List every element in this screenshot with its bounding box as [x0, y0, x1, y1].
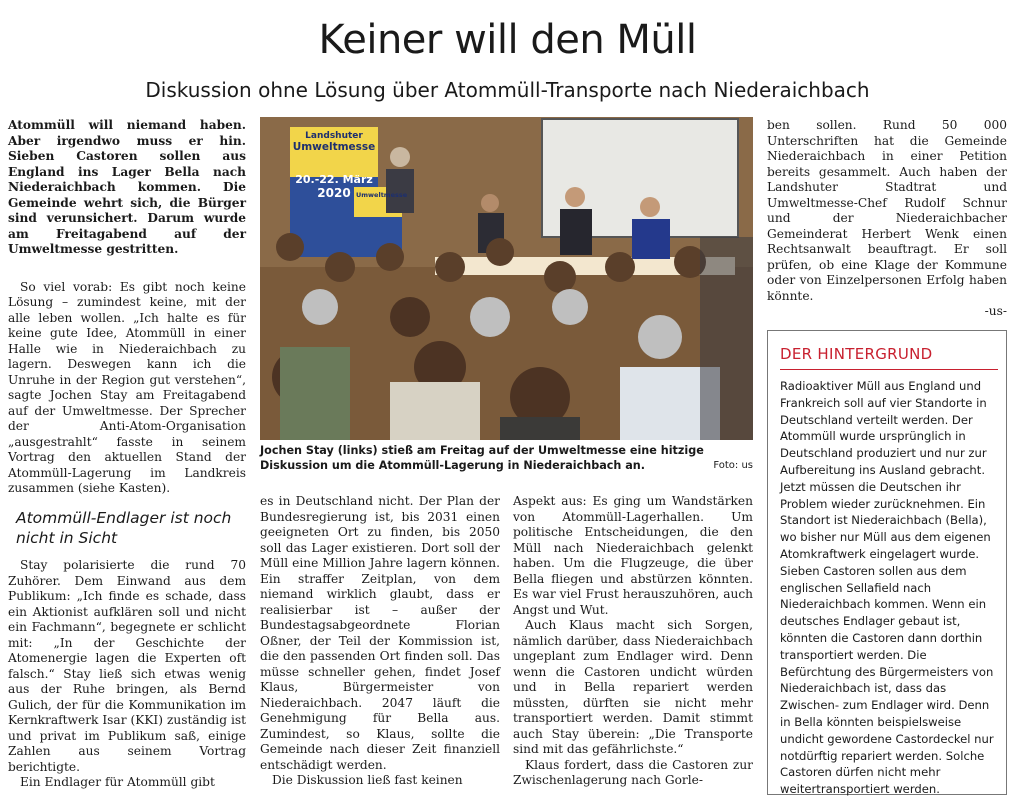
- messe-banner: [290, 131, 378, 200]
- subheadline: Diskussion ohne Lösung über Atommüll-Transporte nach Niederaichbach: [145, 78, 870, 102]
- article-column-1: [8, 118, 246, 497]
- article-column-2: [260, 494, 500, 789]
- event-photo: [260, 117, 753, 440]
- box-text: Radioaktiver Müll aus England und Frankreich soll auf vier Standorte in Deutschland verteilt werden. Der Atommüll wurde ursprünglich in Deutschland produziert und nur zur Aufbereitung ins Ausland gebracht. Jetzt müssen die Deutschen ihr Problem wieder zurücknehmen. Ein Standort ist Niederaichbach (Bella), wo bisher nur Müll aus dem eigenen Atomkraftwerk eingelagert wurde. Sieben Castoren sollen aus dem englischen Sellafield nach Niederaichbach kommen. Wenn ein deutsches Endlager gebaut ist, könnten die Castoren dann dorthin transportiert werden. Die Befürchtung des Bürgermeisters von Niederaichbach ist, dass das Zwischen- zum Endlager wird. Denn in Bella könnten beispielsweise undicht gewordene Castordeckel nur notdürftig repariert werden. Solche Castoren dürfen nicht mehr weitertransportiert werden.: [780, 379, 994, 797]
- caption-text: Jochen Stay (links) stieß am Freitag auf der Umweltmesse eine hitzige Diskussion um die Atommüll-Lagerung in Niederaichbach an.: [260, 444, 704, 472]
- body-paragraph: es in Deutschland nicht. Der Plan der Bundesregierung ist, bis 2031 einen geeigneten Ort zu finden, bis 2050 soll das Lager existieren. Dort soll der Müll eine Million Jahre lagern können. Ein straffer Zeitplan, von dem niemand wirklich glaubt, dass er realisierbar ist – außer der Bundestagsabgeordnete Florian Oßner, der Teil der Kommission ist, die den passenden Ort finden soll. Das müsse schneller gehen, findet Josef Klaus, Bürgermeister von Niederaichbach. 2047 läuft die Genehmigung für Bella aus. Zumindest, so Klaus, sollte die Gemeinde nach dieser Zeit finanziell entschädigt werden.: [260, 494, 500, 772]
- body-paragraph: Klaus fordert, dass die Castoren zur Zwischenlagerung nach Gorle-: [513, 757, 753, 787]
- box-title: DER HINTERGRUND: [780, 345, 998, 370]
- body-paragraph: Auch Klaus macht sich Sorgen, nämlich darüber, dass Niederaichbach ungeplant zum Endlager wird. Denn wenn die Castoren undicht würden und in Bella repariert werden müssten, dürften sie nicht mehr transportiert werden. Damit stimmt auch Stay überein: „Die Transporte sind mit das gefährlichste.“: [513, 618, 753, 756]
- body-paragraph: Die Diskussion ließ fast keinen: [272, 773, 463, 787]
- background-box: [767, 330, 1007, 795]
- photo-credit: Foto: us: [713, 460, 753, 471]
- crosshead: Atommüll-Endlager ist noch nicht in Sicht: [16, 509, 232, 547]
- banner-line2: Umweltmesse: [292, 141, 376, 153]
- banner-small: Umweltmesse: [356, 191, 408, 199]
- author-signature: -us-: [984, 304, 1007, 318]
- body-paragraph: ben sollen. Rund 50 000 Unterschriften hat die Gemeinde Niederaichbach in einer Petition bereits gesammelt. Auch haben der Landshuter Stadtrat und Umweltmesse-Chef Rudolf Schnur und der Niederaichbacher Gemeinderat Herbert Wenk einen Rechtsanwalt beauftragt. Er soll prüfen, ob eine Klage der Kommune oder von Einzelpersonen Erfolg haben könnte.: [767, 118, 1007, 303]
- lead-paragraph: Atommüll will niemand haben. Aber irgendwo muss er hin. Sieben Castoren sollen aus England ins Lager Bella nach Niederaichbach kommen. Die Gemeinde wehrt sich, die Bürger sind verunsichert. Darum wurde am Freitagabend auf der Umweltmesse gestritten.: [8, 118, 246, 256]
- article-column-1-lower: [8, 508, 246, 791]
- body-paragraph: Stay polarisierte die rund 70 Zuhörer. Dem Einwand aus dem Publikum: „Ich finde es schade, dass ein Aktionist aufklären soll und nicht ein Fachmann“, begegnete er schlicht mit: „In der Geschichte der Atomenergie lagen die Experten oft falsch.“ Stay ließ sich etwas wenig aus der Ruhe bringen, als Bernd Gulich, der für die Kommunikation im Kernkraftwerk Isar (KKI) zuständig ist und privat im Publikum saß, einige Zahlen aus seinem Vortrag berichtigte.: [8, 558, 246, 774]
- photo-caption: [260, 443, 753, 473]
- body-paragraph: Ein Endlager für Atommüll gibt: [20, 775, 215, 789]
- banner-year: 2020: [317, 186, 351, 200]
- article-column-4: [767, 118, 1007, 320]
- headline: Keiner will den Müll: [318, 17, 697, 63]
- body-paragraph: So viel vorab: Es gibt noch keine Lösung – zumindest keine, mit der alle leben wollen. „Ich halte es für keine gute Idee, Atommüll in einer Halle wie in Niederaichbach zu lagern. Deswegen kann ich die Unruhe in der Region gut verstehen“, sagte Jochen Stay am Freitagabend auf der Umweltmesse. Der Sprecher der Anti-Atom-Organisation „ausgestrahlt“ fasste in seinem Vortrag den aktuellen Stand der Atommüll-Lagerung im Landkreis zusammen (siehe Kasten).: [8, 279, 246, 495]
- article-column-3: [513, 494, 753, 789]
- body-paragraph: Aspekt aus: Es ging um Wandstärken von Atommüll-Lagerhallen. Um politische Entscheidungen, die den Müll nach Niederaichbach gelenkt haben. Um die Flugzeuge, die über Bella fliegen und abstürzen könnten. Es war viel Frust herauszuhören, auch Angst und Wut.: [513, 494, 753, 617]
- banner-dates: 20.-22. März: [295, 173, 373, 186]
- banner-line1: Landshuter: [305, 131, 363, 141]
